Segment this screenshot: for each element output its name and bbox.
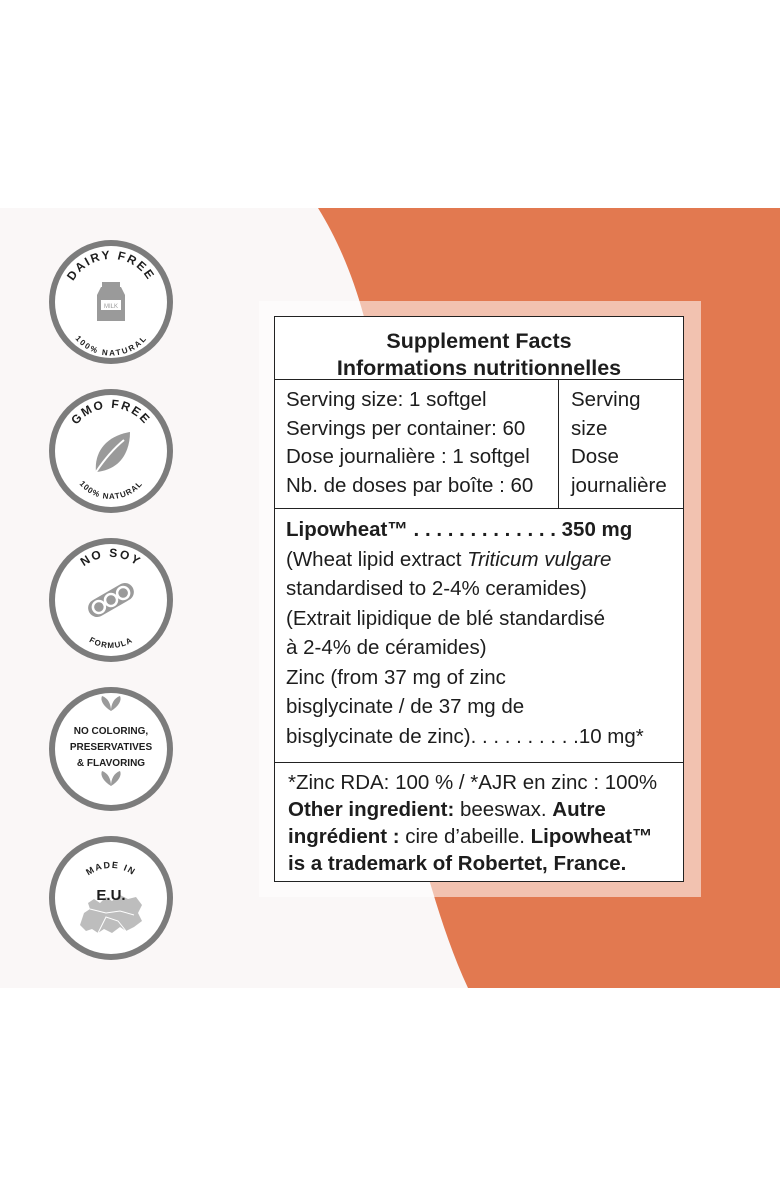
- badge-bottom-text: FORMULA: [87, 635, 135, 651]
- badge-line-1: NO COLORING,: [73, 726, 149, 737]
- serving-section: [275, 380, 683, 509]
- badge-bottom-text: 100% NATURAL: [77, 479, 145, 502]
- notes-section: [275, 763, 683, 877]
- facts-title-en: Supplement Facts: [386, 329, 572, 353]
- badge-bottom-text: 100% NATURAL: [73, 333, 149, 358]
- lipowheat-row: [286, 515, 683, 545]
- nb-doses-line: Nb. de doses par boîte : 60: [286, 473, 534, 497]
- serving-header-line-2: size: [571, 416, 608, 440]
- zinc-line-2: bisglycinate / de 37 mg de: [286, 695, 525, 718]
- serving-header-line-1: Serving: [571, 388, 641, 411]
- autre-ingredient-line: ingrédient : cire d’abeille. Lipowheat™: [288, 825, 653, 848]
- no-additives-badge: [46, 684, 176, 814]
- gmo-free-badge: [46, 386, 176, 516]
- product-infographic: [0, 208, 780, 988]
- serving-info-right: [559, 380, 683, 508]
- no-soy-badge: [46, 535, 176, 665]
- zinc-row: bisglycinate de zinc). . . . . . . . . .10 mg*: [286, 724, 644, 748]
- wheat-desc-line-3: (Extrait lipidique de blé standardisé: [286, 606, 606, 630]
- serving-info-left: [275, 380, 559, 508]
- latin-name: Triticum vulgare: [467, 547, 612, 571]
- badge-center-text: E.U.: [96, 887, 126, 904]
- badge-top-text: GMO FREE: [68, 396, 154, 428]
- wheat-desc-line-1: (Wheat lipid extract Triticum vulgare: [286, 547, 612, 571]
- dairy-free-badge: [46, 237, 176, 367]
- facts-title-fr: Informations nutritionnelles: [336, 356, 622, 380]
- lipowheat-amount: 350 mg: [561, 518, 633, 541]
- lipowheat-name: Lipowheat™: [286, 518, 408, 541]
- supplement-facts-table: [274, 316, 684, 882]
- wheat-desc-line-2: standardised to 2-4% ceramides): [286, 577, 587, 600]
- milk-carton-icon: [97, 282, 125, 321]
- made-in-eu-badge: [46, 833, 176, 963]
- trademark-line: is a trademark of Robertet, France.: [288, 852, 627, 875]
- zinc-line-1: Zinc (from 37 mg of zinc: [286, 665, 506, 689]
- badge-top-text: DAIRY FREE: [64, 247, 159, 284]
- wheat-desc-line-4: à 2-4% de céramides): [286, 636, 487, 659]
- zinc-dots: . . . . . . . . . .: [470, 724, 579, 748]
- svg-text:MILK: MILK: [103, 304, 119, 310]
- badge-line-2: PRESERVATIVES: [69, 742, 153, 753]
- lipowheat-dots: . . . . . . . . . . . . .: [407, 518, 562, 541]
- badge-top-text: MADE IN: [84, 859, 138, 878]
- badge-top-text: NO SOY: [77, 545, 145, 569]
- serving-size-line: Serving size: 1 softgel: [286, 388, 487, 411]
- serving-header-line-4: journalière: [571, 473, 667, 497]
- serving-header-line-3: Dose: [571, 445, 619, 468]
- servings-per-container-line: Servings per container: 60: [286, 416, 526, 440]
- dose-journaliere-line: Dose journalière : 1 softgel: [286, 445, 530, 468]
- facts-title-section: [275, 317, 683, 380]
- zinc-rda-note: *Zinc RDA: 100 % / *AJR en zinc : 100%: [288, 771, 658, 794]
- other-ingredient-line: Other ingredient: beeswax. Autre: [288, 798, 606, 821]
- badge-line-3: & FLAVORING: [76, 758, 146, 769]
- zinc-amount: 10 mg*: [578, 724, 644, 748]
- ingredients-section: [275, 509, 683, 763]
